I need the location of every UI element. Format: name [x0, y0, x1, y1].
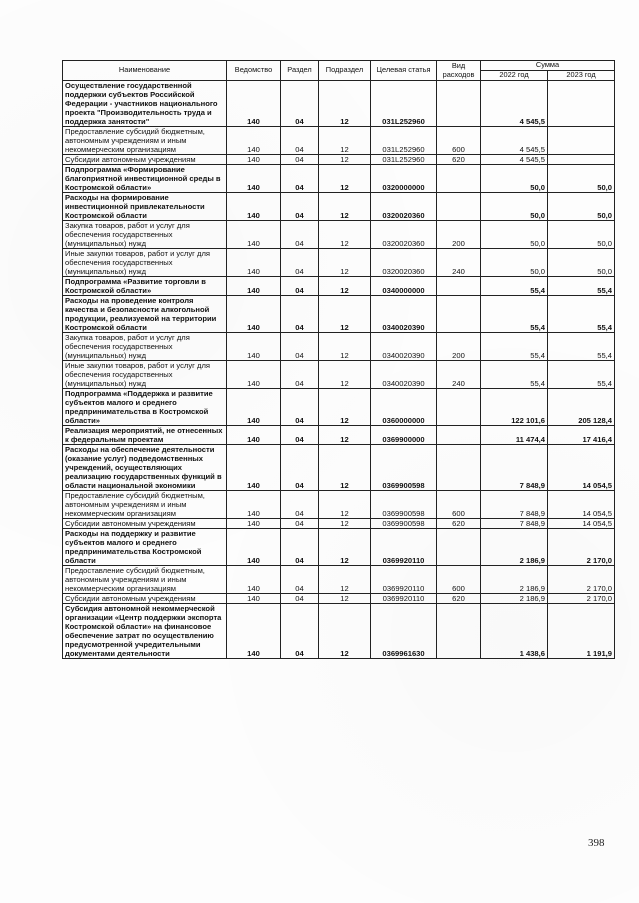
cell-expense-type: 600: [437, 127, 481, 155]
cell-subsection: 12: [319, 389, 371, 426]
cell-2023: 55,4: [548, 361, 615, 389]
table-body: [63, 81, 615, 659]
cell-expense-type: 240: [437, 249, 481, 277]
cell-dept: 140: [227, 296, 281, 333]
cell-2023: 50,0: [548, 193, 615, 221]
cell-subsection: 12: [319, 277, 371, 296]
cell-article: 0369900598: [371, 519, 437, 529]
header-name: Наименование: [63, 61, 227, 81]
cell-article: 0369900598: [371, 445, 437, 491]
cell-subsection: 12: [319, 604, 371, 659]
header-expense-type: Вид расходов: [437, 61, 481, 81]
cell-2023: 17 416,4: [548, 426, 615, 445]
header-subsection: Подраздел: [319, 61, 371, 81]
cell-2022: 55,4: [481, 277, 548, 296]
cell-subsection: 12: [319, 221, 371, 249]
cell-name: Иные закупки товаров, работ и услуг для обеспечения государственных (муниципальных) нужд: [63, 249, 227, 277]
table-row: [63, 155, 615, 165]
cell-2022: 122 101,6: [481, 389, 548, 426]
table-row: [63, 361, 615, 389]
cell-section: 04: [281, 491, 319, 519]
cell-subsection: 12: [319, 519, 371, 529]
cell-name: Расходы на поддержку и развитие субъектов малого и среднего предпринимательства Костромской области: [63, 529, 227, 566]
table-row: [63, 277, 615, 296]
cell-2023: 1 191,9: [548, 604, 615, 659]
cell-dept: 140: [227, 426, 281, 445]
cell-section: 04: [281, 127, 319, 155]
cell-expense-type: [437, 193, 481, 221]
cell-subsection: 12: [319, 333, 371, 361]
header-year-2022: 2022 год: [481, 71, 548, 81]
header-sum: Сумма: [481, 61, 615, 71]
cell-2023: 55,4: [548, 333, 615, 361]
cell-dept: 140: [227, 604, 281, 659]
cell-name: Предоставление субсидий бюджетным, автономным учреждениям и иным некоммерческим организациям: [63, 566, 227, 594]
table-row: [63, 604, 615, 659]
cell-2022: 50,0: [481, 193, 548, 221]
table-row: [63, 529, 615, 566]
table-row: [63, 491, 615, 519]
cell-2022: 1 438,6: [481, 604, 548, 659]
cell-article: 0369920110: [371, 594, 437, 604]
cell-dept: 140: [227, 445, 281, 491]
cell-2022: 7 848,9: [481, 491, 548, 519]
cell-section: 04: [281, 566, 319, 594]
cell-article: 031L252960: [371, 155, 437, 165]
table-row: [63, 165, 615, 193]
cell-2023: 55,4: [548, 277, 615, 296]
table-row: [63, 221, 615, 249]
header-dept: Ведомство: [227, 61, 281, 81]
cell-name: Осуществление государственной поддержки субъектов Российской Федерации - участников национального проекта "Производительность труда и поддержка занятости": [63, 81, 227, 127]
cell-name: Субсидии автономным учреждениям: [63, 594, 227, 604]
header-section: Раздел: [281, 61, 319, 81]
cell-name: Расходы на обеспечение деятельности (оказание услуг) подведомственных учреждений, осуществляющих реализацию государственных функций в области национальной экономики: [63, 445, 227, 491]
cell-article: 0369900598: [371, 491, 437, 519]
cell-2023: 50,0: [548, 165, 615, 193]
cell-2023: 50,0: [548, 221, 615, 249]
cell-expense-type: [437, 296, 481, 333]
cell-expense-type: 620: [437, 519, 481, 529]
cell-name: Закупка товаров, работ и услуг для обеспечения государственных (муниципальных) нужд: [63, 333, 227, 361]
cell-2022: 55,4: [481, 296, 548, 333]
cell-subsection: 12: [319, 361, 371, 389]
cell-name: Закупка товаров, работ и услуг для обеспечения государственных (муниципальных) нужд: [63, 221, 227, 249]
header-article: Целевая статья: [371, 61, 437, 81]
cell-dept: 140: [227, 277, 281, 296]
table-header: [63, 61, 615, 81]
cell-name: Предоставление субсидий бюджетным, автономным учреждениям и иным некоммерческим организациям: [63, 127, 227, 155]
cell-dept: 140: [227, 389, 281, 426]
cell-2023: 14 054,5: [548, 445, 615, 491]
cell-dept: 140: [227, 127, 281, 155]
cell-section: 04: [281, 426, 319, 445]
table-row: [63, 426, 615, 445]
table-row: [63, 594, 615, 604]
cell-name: Подпрограмма «Развитие торговли в Костромской области»: [63, 277, 227, 296]
cell-name: Субсидии автономным учреждениям: [63, 155, 227, 165]
cell-2022: 2 186,9: [481, 594, 548, 604]
cell-dept: 140: [227, 519, 281, 529]
cell-section: 04: [281, 389, 319, 426]
cell-dept: 140: [227, 81, 281, 127]
cell-article: 0340020390: [371, 296, 437, 333]
cell-name: Иные закупки товаров, работ и услуг для обеспечения государственных (муниципальных) нужд: [63, 361, 227, 389]
cell-dept: 140: [227, 165, 281, 193]
cell-subsection: 12: [319, 594, 371, 604]
cell-2023: 2 170,0: [548, 566, 615, 594]
cell-section: 04: [281, 594, 319, 604]
cell-2023: 50,0: [548, 249, 615, 277]
cell-article: 0340000000: [371, 277, 437, 296]
cell-expense-type: 600: [437, 566, 481, 594]
cell-subsection: 12: [319, 296, 371, 333]
cell-dept: 140: [227, 594, 281, 604]
cell-dept: 140: [227, 566, 281, 594]
cell-name: Расходы на проведение контроля качества и безопасности алкогольной продукции, реализуемой на территории Костромской области: [63, 296, 227, 333]
cell-2023: 205 128,4: [548, 389, 615, 426]
cell-2022: 55,4: [481, 361, 548, 389]
cell-expense-type: [437, 277, 481, 296]
cell-2023: 55,4: [548, 296, 615, 333]
cell-article: 0369920110: [371, 529, 437, 566]
cell-subsection: 12: [319, 155, 371, 165]
cell-section: 04: [281, 361, 319, 389]
cell-subsection: 12: [319, 81, 371, 127]
cell-article: 0360000000: [371, 389, 437, 426]
cell-dept: 140: [227, 333, 281, 361]
cell-dept: 140: [227, 361, 281, 389]
cell-article: 0320020360: [371, 221, 437, 249]
cell-2022: 4 545,5: [481, 81, 548, 127]
cell-expense-type: [437, 426, 481, 445]
cell-article: 0320020360: [371, 249, 437, 277]
cell-section: 04: [281, 193, 319, 221]
cell-name: Предоставление субсидий бюджетным, автономным учреждениям и иным некоммерческим организациям: [63, 491, 227, 519]
cell-section: 04: [281, 155, 319, 165]
cell-article: 0369920110: [371, 566, 437, 594]
cell-section: 04: [281, 333, 319, 361]
cell-article: 0340020390: [371, 361, 437, 389]
cell-expense-type: 240: [437, 361, 481, 389]
cell-2022: 55,4: [481, 333, 548, 361]
cell-dept: 140: [227, 221, 281, 249]
cell-expense-type: [437, 529, 481, 566]
cell-name: Реализация мероприятий, не отнесенных к федеральным проектам: [63, 426, 227, 445]
cell-article: 0369961630: [371, 604, 437, 659]
cell-section: 04: [281, 445, 319, 491]
cell-article: 0320020360: [371, 193, 437, 221]
cell-dept: 140: [227, 155, 281, 165]
cell-section: 04: [281, 604, 319, 659]
cell-expense-type: [437, 165, 481, 193]
cell-article: 0340020390: [371, 333, 437, 361]
table-row: [63, 193, 615, 221]
cell-expense-type: [437, 389, 481, 426]
cell-2022: 50,0: [481, 165, 548, 193]
budget-table: [62, 60, 615, 659]
cell-2022: 4 545,5: [481, 155, 548, 165]
cell-section: 04: [281, 165, 319, 193]
cell-subsection: 12: [319, 165, 371, 193]
cell-name: Расходы на формирование инвестиционной привлекательности Костромской области: [63, 193, 227, 221]
cell-subsection: 12: [319, 529, 371, 566]
cell-dept: 140: [227, 193, 281, 221]
table-row: [63, 296, 615, 333]
cell-expense-type: 620: [437, 155, 481, 165]
cell-section: 04: [281, 529, 319, 566]
cell-2022: 50,0: [481, 221, 548, 249]
cell-subsection: 12: [319, 445, 371, 491]
cell-section: 04: [281, 519, 319, 529]
cell-expense-type: [437, 81, 481, 127]
cell-2022: 7 848,9: [481, 445, 548, 491]
cell-2022: 2 186,9: [481, 566, 548, 594]
cell-name: Субсидии автономным учреждениям: [63, 519, 227, 529]
cell-2022: 11 474,4: [481, 426, 548, 445]
cell-name: Субсидия автономной некоммерческой организации «Центр поддержки экспорта Костромской области» на финансовое обеспечение затрат по осуществлению предусмотренной учредительными документами деятельности: [63, 604, 227, 659]
cell-2023: [548, 127, 615, 155]
cell-dept: 140: [227, 249, 281, 277]
table-row: [63, 249, 615, 277]
cell-2022: 2 186,9: [481, 529, 548, 566]
cell-expense-type: 200: [437, 333, 481, 361]
cell-expense-type: [437, 445, 481, 491]
cell-subsection: 12: [319, 426, 371, 445]
table-row: [63, 519, 615, 529]
cell-subsection: 12: [319, 566, 371, 594]
cell-2022: 4 545,5: [481, 127, 548, 155]
cell-expense-type: [437, 604, 481, 659]
cell-2023: 2 170,0: [548, 594, 615, 604]
cell-expense-type: 600: [437, 491, 481, 519]
cell-name: Подпрограмма «Поддержка и развитие субъектов малого и среднего предпринимательства в Костромской области»: [63, 389, 227, 426]
cell-article: 031L252960: [371, 81, 437, 127]
cell-article: 0369900000: [371, 426, 437, 445]
cell-name: Подпрограмма «Формирование благоприятной инвестиционной среды в Костромской области»: [63, 165, 227, 193]
cell-section: 04: [281, 277, 319, 296]
cell-section: 04: [281, 81, 319, 127]
table-row: [63, 566, 615, 594]
cell-section: 04: [281, 249, 319, 277]
cell-2023: 14 054,5: [548, 519, 615, 529]
cell-subsection: 12: [319, 127, 371, 155]
table-row: [63, 333, 615, 361]
cell-2022: 7 848,9: [481, 519, 548, 529]
cell-expense-type: 200: [437, 221, 481, 249]
cell-2023: 2 170,0: [548, 529, 615, 566]
cell-subsection: 12: [319, 249, 371, 277]
cell-2023: 14 054,5: [548, 491, 615, 519]
cell-2022: 50,0: [481, 249, 548, 277]
header-year-2023: 2023 год: [548, 71, 615, 81]
table-row: [63, 389, 615, 426]
page-number: 398: [588, 837, 605, 849]
cell-subsection: 12: [319, 193, 371, 221]
cell-2023: [548, 81, 615, 127]
cell-section: 04: [281, 221, 319, 249]
cell-dept: 140: [227, 529, 281, 566]
cell-subsection: 12: [319, 491, 371, 519]
cell-article: 031L252960: [371, 127, 437, 155]
table-row: [63, 81, 615, 127]
cell-expense-type: 620: [437, 594, 481, 604]
cell-2023: [548, 155, 615, 165]
cell-dept: 140: [227, 491, 281, 519]
table-row: [63, 445, 615, 491]
table-row: [63, 127, 615, 155]
cell-article: 0320000000: [371, 165, 437, 193]
cell-section: 04: [281, 296, 319, 333]
